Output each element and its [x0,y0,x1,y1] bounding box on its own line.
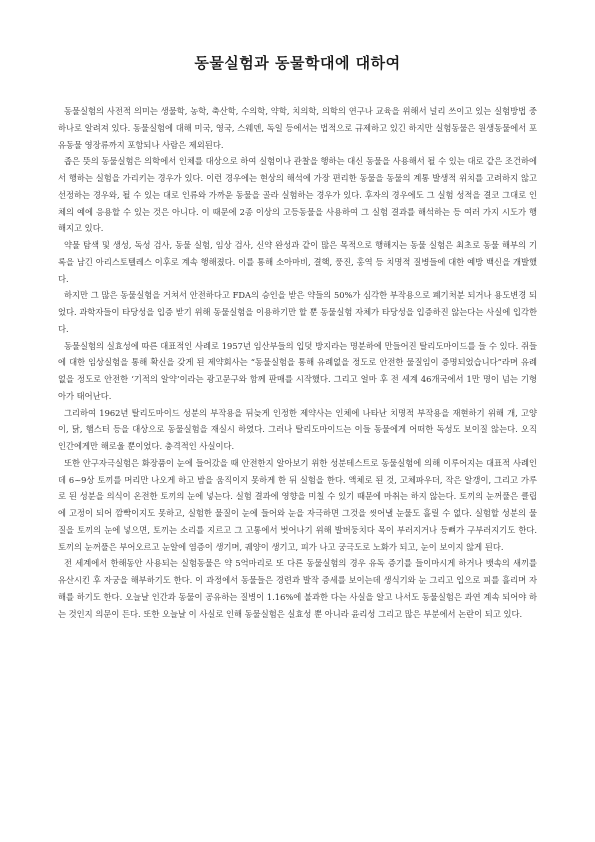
paragraph: 하지만 그 많은 동물실험을 거쳐서 안전하다고 FDA의 승인을 받은 약들의 50%가 심각한 부작용으로 폐기처분 되거나 용도변경 되었다. 과학자들이 타당성을 입증 받기 위해 동물실험을 이용하기만 할 뿐 동물실험 자체가 타당성을 입증하진 않는다는 사실에 입각한다. [58,290,537,334]
paragraph: 좁은 뜻의 동물실험은 의학에서 인체를 대상으로 하여 실험이나 관찰을 행하는 대신 동물을 사용해서 될 수 있는 대로 같은 조건하에서 행하는 실험을 가리키는 경우가 있다. 이런 경우에는 현상의 해석에 가장 편리한 동물을 동물의 계통 발생적 위치를 고려하지 않고 선정하는 경우와, 될 수 있는 대로 인류와 가까운 동물을 골라 실험하는 경우가 있다. 후자의 경우에도 그 실험 성적을 결코 그대로 인체의 예에 응용할 수 있는 것은 아니다. 이 때문에 2종 이상의 고등동물을 사용하여 그 실험 결과를 해석하는 등 여러 가지 시도가 행해지고 있다. [58,156,537,234]
paragraph: 전 세계에서 한해동안 사용되는 실험동물은 약 5억마리로 또 다른 동물실험의 경우 유독 증기를 들이마시게 하거나 뱃속의 새끼를 유산시킨 후 자궁을 해부하기도 한다. 이 과정에서 동물들은 경련과 발작 증세를 보이는데 생식기와 눈 그리고 입으로 피를 흘리며 자해를 하기도 한다. 오늘날 인간과 동물이 공유하는 질병이 1.16%에 불과한 다는 사실을 알고 나서도 동물실험은 과연 계속 되어야 하는 것인지 의문이 든다. 또한 오늘날 이 사실로 인해 동물실험은 실효성 뿐 아니라 윤리성 그리고 많은 부분에서 논란이 되고 있다. [58,558,537,619]
paragraph: 동물실험의 실효성에 따른 대표적인 사례로 1957년 임산부들의 입덧 방지라는 명분하에 만들어진 탈리도마이드를 들 수 있다. 쥐들에 대한 임상실험을 통해 확신을 갖게 된 제약회사는 “동물실험을 통해 유례없을 정도로 안전한 물질임이 증명되었습니다”라며 유례없을 정도로 안전한 ‘기적의 알약’이라는 광고문구와 함께 판매를 시작했다. 그리고 얼마 후 전 세계 46개국에서 1만 명이 넘는 기형아가 태어난다. [58,340,537,401]
document-body [58,103,537,622]
paragraph: 또한 안구자극실험은 화장품이 눈에 들어갔을 때 안전한지 알아보기 위한 성분테스트로 동물실험에 의해 이루어지는 대표적 사례인데 6~9상 토끼를 머리만 나오게 하고 밤을 움직이지 못하게 한 뒤 실험을 한다. 액체로 된 것, 고체파우더, 작은 알갱이, 그리고 가루로 된 성분을 의식이 온전한 토끼의 눈에 넣는다. 실험 결과에 영향을 미칠 수 있기 때문에 마취는 하지 않는다. 토끼의 눈꺼풀은 클립에 고정이 되어 깜빡이지도 못하고, 실험한 물질이 눈에 들어와 눈을 자극하면 그것을 씻어낼 눈물도 흘릴 수 없다. 실험할 성분의 물질을 토끼의 눈에 넣으면, 토끼는 소리를 지르고 그 고통에서 벗어나기 위해 발버둥치다 목이 부러지거나 등뼈가 구부러지기도 한다. 토끼의 눈꺼풀은 부어오르고 눈알에 염증이 생기며, 궤양이 생기고, 피가 나고 궁극도로 노화가 되고, 눈이 보이지 않게 된다. [58,457,537,552]
paragraph: 동물실험의 사전적 의미는 생물학, 농학, 축산학, 수의학, 약학, 치의학, 의학의 연구나 교육을 위해서 널리 쓰이고 있는 실험방법 중 하나로 알려져 있다. 동물실험에 대해 미국, 영국, 스웨덴, 독일 등에서는 법적으로 규제하고 있긴 하지만 실험동물은 원생동물에서 포유동물 영장류까지 포함되나 사람은 제외된다. [58,106,537,150]
document-title: 동물실험과 동물학대에 대하여 [194,54,401,72]
paragraph: 그리하여 1962년 탈리도마이드 성분의 부작용을 뒤늦게 인정한 제약사는 인체에 나타난 치명적 부작용을 재현하기 위해 개, 고양이, 닭, 햄스터 등을 대상으로 동물실험을 재실시 하였다. 그러나 탈리도마이드는 이들 동물에게 어떠한 독성도 보이질 않는다. 오직 인간에게만 해로울 뿐이었다. 충격적인 사실이다. [58,407,537,451]
paragraph: 약물 탐색 및 생성, 독성 검사, 동물 실험, 임상 검사, 신약 완성과 같이 많은 목적으로 행해지는 동물 실험은 최초로 동물 해부의 기록을 남긴 아리스토텔레스 이후로 계속 행해졌다. 이를 통해 소아마비, 결핵, 풍진, 홍역 등 치명적 질병들에 대한 예방 백신을 개발했다. [58,240,537,284]
